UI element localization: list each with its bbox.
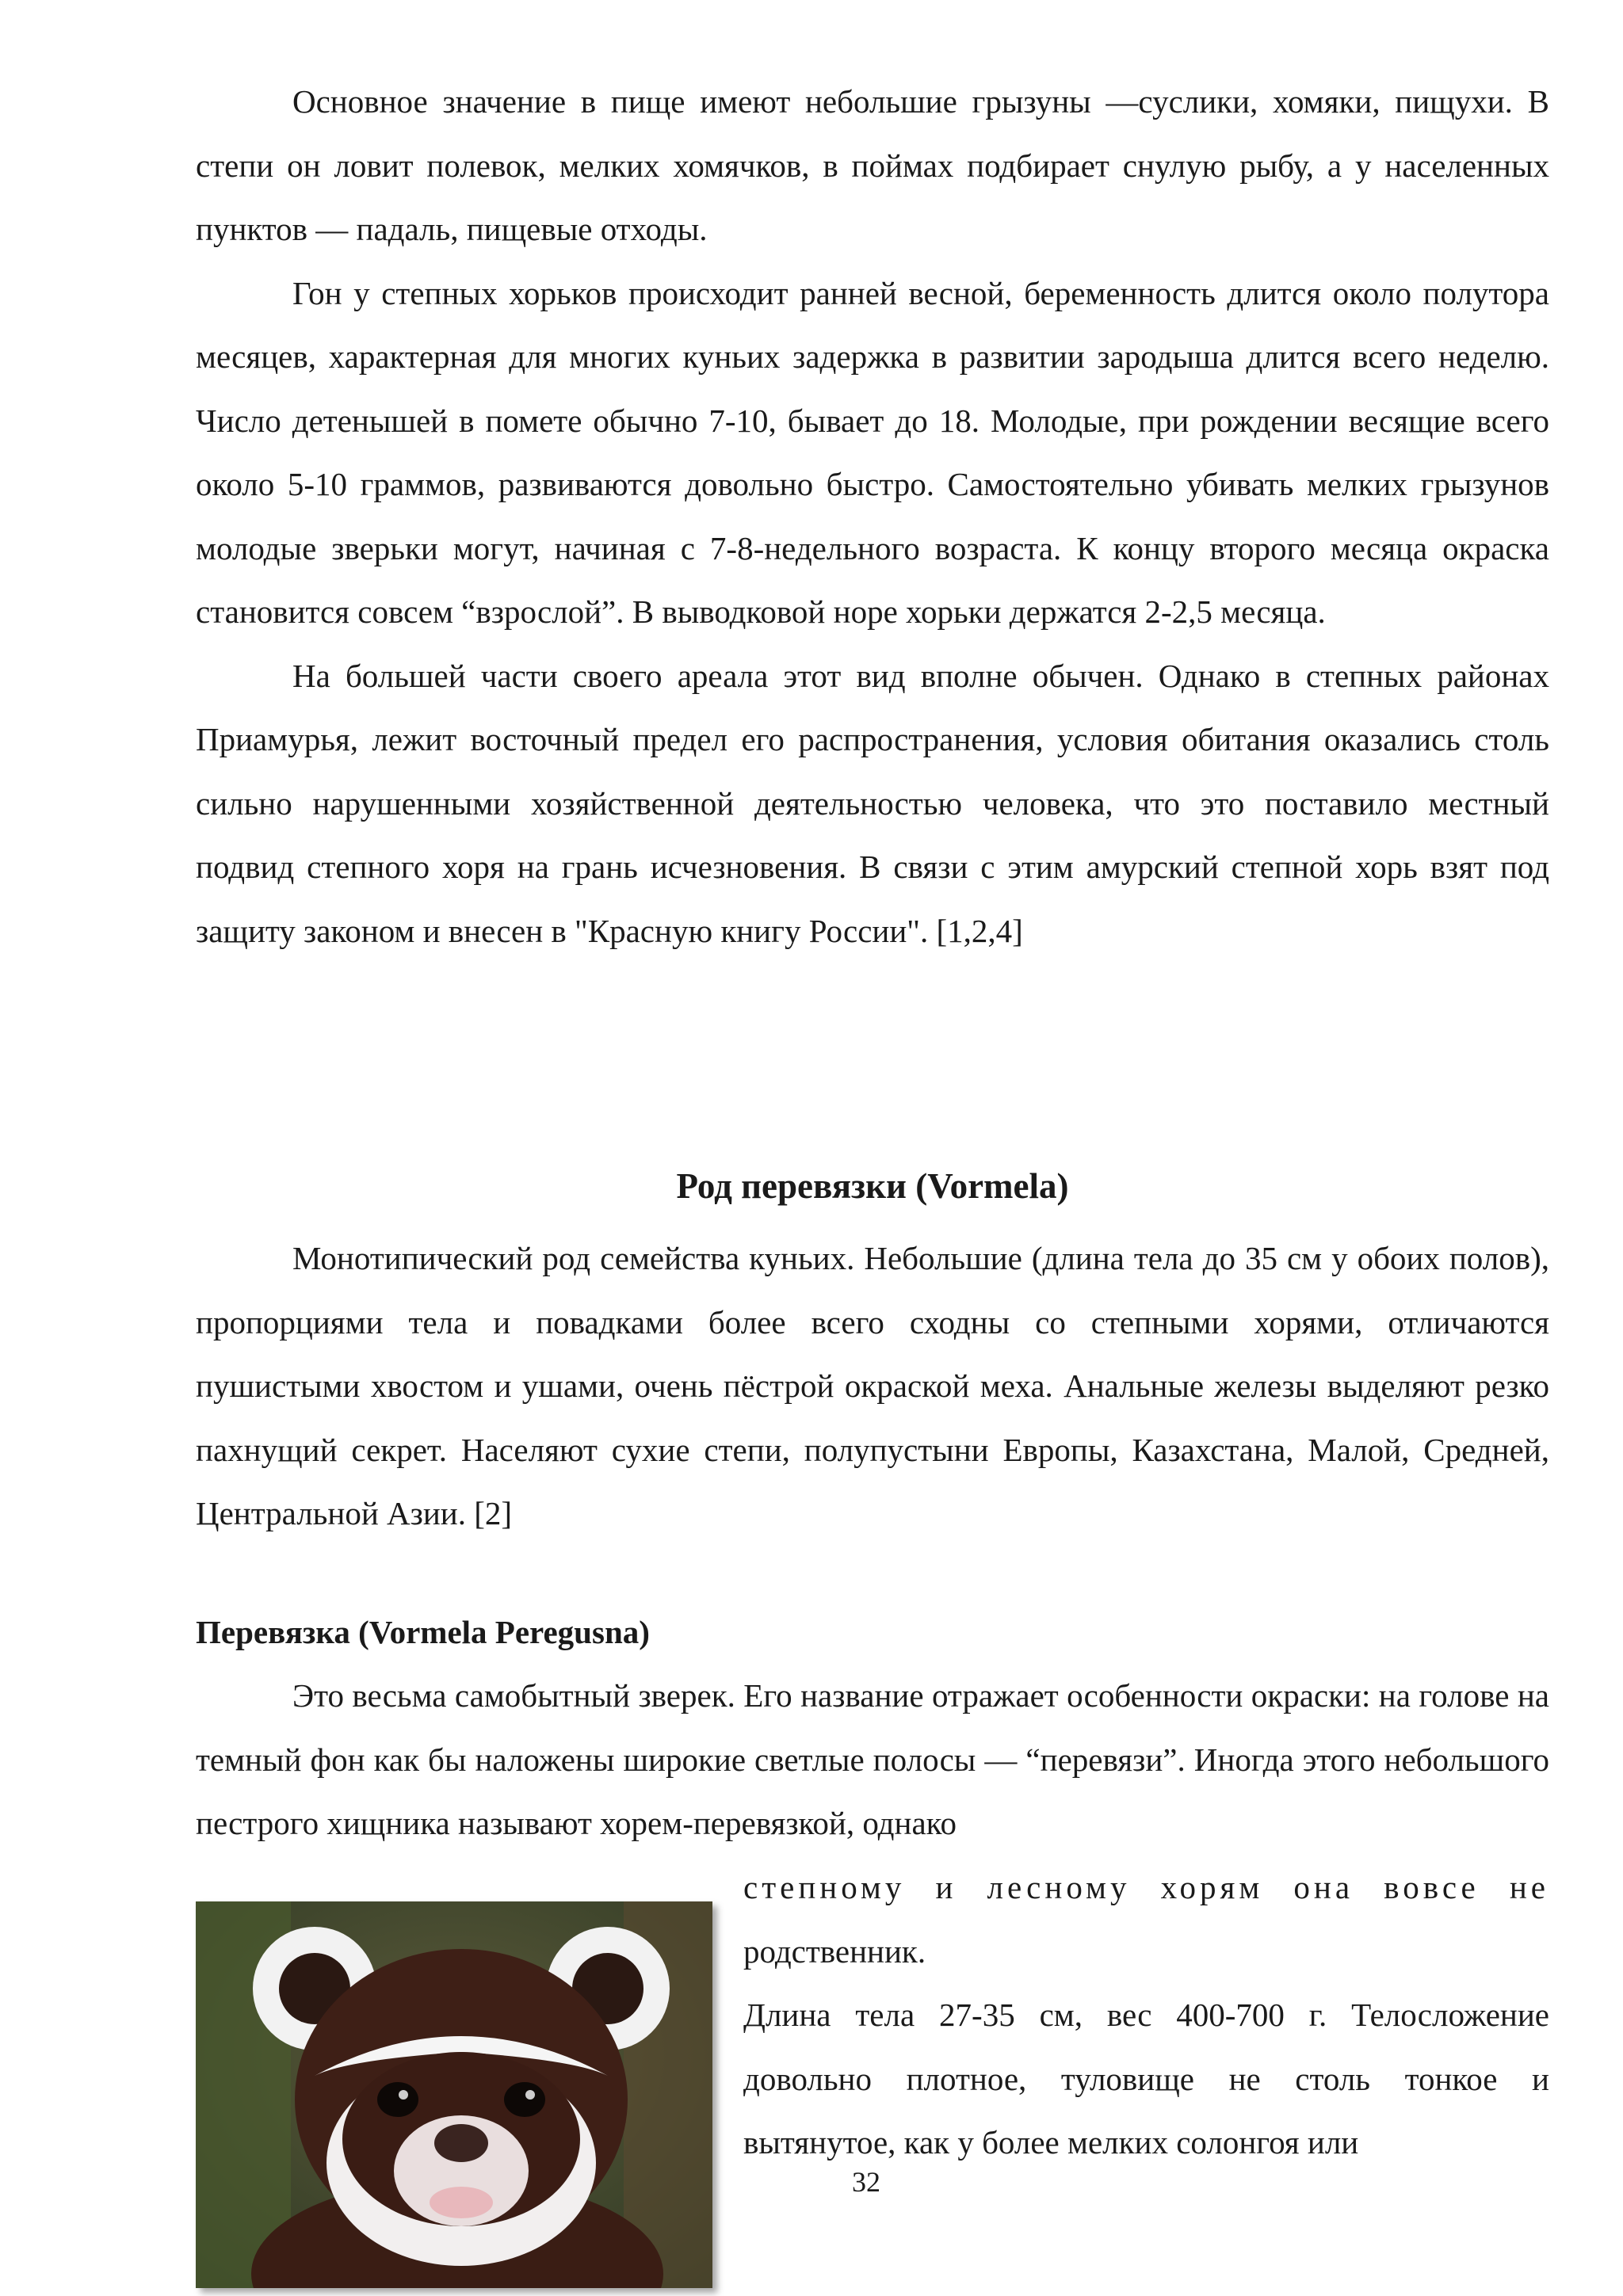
page-number: 32	[852, 2166, 880, 2198]
paragraph-body-size: Длина тела 27-35 см, вес 400-700 г. Телосложение довольно плотное, туловище не столь тонкое и вытянутое, как у более мелких солонгоя или	[743, 1997, 1549, 2161]
paragraph-conservation: На большей части своего ареала этот вид вполне обычен. Однако в степных районах Приамурья, лежит восточный предел его распространения, условия обитания оказались столь сильно нарушенными хозяйственной деятельностью человека, что это поставило местный подвид степного хоря на грань исчезновения. В связи с этим амурский степной хорь взят под защиту законом и внесен в "Красную книгу России". [1,2,4]	[196, 657, 1549, 949]
paragraph-diet: Основное значение в пище имеют небольшие грызуны —суслики, хомяки, пищухи. В степи он ловит полевок, мелких хомячков, в поймах подбирает снулую рыбу, а у населенных пунктов — падаль, пищевые отходы.	[196, 83, 1549, 247]
body-text-section	[196, 1226, 1549, 1546]
section-heading: Род перевязки (Vormela)	[676, 1166, 1069, 1206]
wrap-line-1: степному и лесному хорям она вовсе не	[743, 1869, 1549, 1905]
wrapped-text-column	[743, 1855, 1549, 2175]
wrap-line-2: родственник.	[743, 1932, 926, 1970]
paragraph-genus: Монотипический род семейства куньих. Небольшие (длина тела до 35 см у обоих полов), пропорциями тела и повадками более всего сходны со степными хорями, отличаются пушистыми хвостом и ушами, очень пёстрой окраской меха. Анальные железы выделяют резко пахнущий секрет. Населяют сухие степи, полупустыни Европы, Казахстана, Малой, Средней, Центральной Азии. [2]	[196, 1240, 1549, 1531]
body-text-top	[196, 70, 1549, 963]
body-text-species	[196, 1664, 1549, 1855]
paragraph-breeding: Гон у степных хорьков происходит ранней весной, беременность длится около полутора месяцев, характерная для многих куньих задержка в развитии зародыша длится всего неделю. Число детенышей в помете обычно 7-10, бывает до 18. Молодые, при рождении весящие всего около 5-10 граммов, развиваются довольно быстро. Самостоятельно убивать мелких грызунов молодые зверьки могут, начиная с 7-8-недельного возраста. К концу второго месяца окраска становится совсем “взрослой”. В выводковой норе хорьки держатся 2-2,5 месяца.	[196, 274, 1549, 630]
species-subheading: Перевязка (Vormela Peregusna)	[196, 1614, 650, 1650]
marbled-polecat-photo	[196, 1901, 712, 2288]
paragraph-species-intro: Это весьма самобытный зверек. Его название отражает особенности окраски: на голове на темный фон как бы наложены широкие светлые полосы — “перевязи”. Иногда этого небольшого пестрого хищника называют хорем-перевязкой, однако	[196, 1677, 1549, 1841]
